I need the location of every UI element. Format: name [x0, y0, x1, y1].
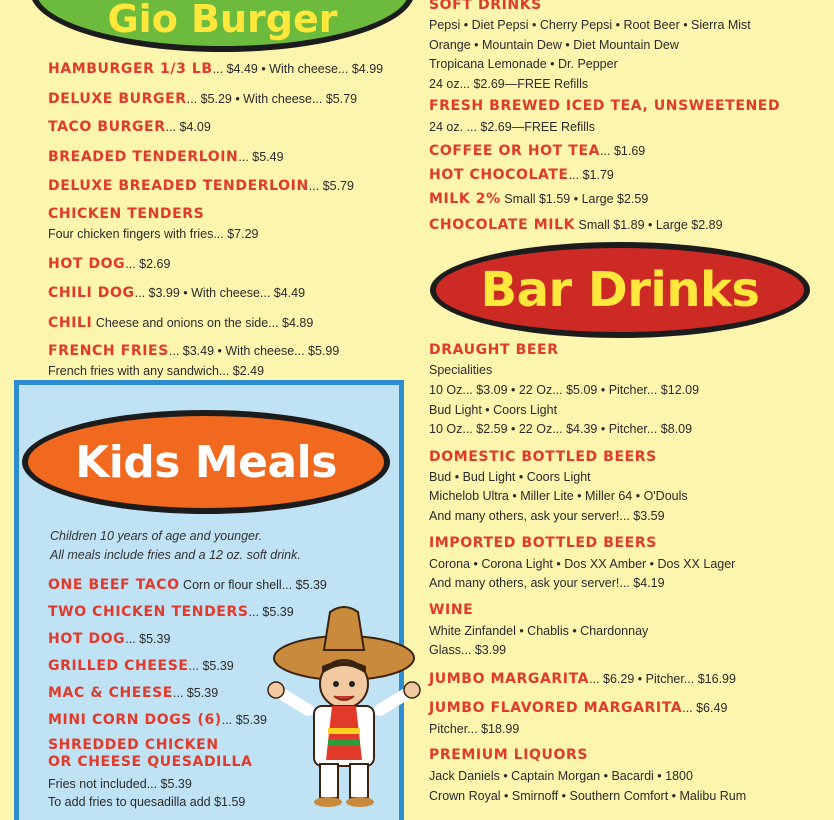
menu-item: DELUXE BREADED TENDERLOIN... $5.79 [48, 178, 354, 194]
bar-section-title: WINE [429, 602, 474, 618]
kids-item: HOT DOG... $5.39 [48, 631, 171, 647]
bar-section-line: Bud Light • Coors Light [429, 403, 558, 417]
bar-section-line: Specialities [429, 363, 493, 377]
menu-item: FRENCH FRIES... $3.49 • With cheese... $5.99 [48, 343, 340, 359]
kids-quesadilla-title: OR CHEESE QUESADILLA [48, 754, 253, 770]
kids-item: MAC & CHEESE... $5.39 [48, 685, 219, 701]
bar-section-line: Glass... $3.99 [429, 643, 507, 657]
bar-section-title: IMPORTED BOTTLED BEERS [429, 535, 657, 551]
menu-item: DELUXE BURGER... $5.29 • With cheese... $5.79 [48, 91, 358, 107]
soft-drinks-title: SOFT DRINKS [429, 0, 542, 13]
burger-banner [30, 0, 415, 52]
drink-item: CHOCOLATE MILK Small $1.89 • Large $2.89 [429, 217, 723, 233]
menu-item: HAMBURGER 1/3 LB... $4.49 • With cheese... $4.99 [48, 61, 384, 77]
menu-item: CHILI DOG... $3.99 • With cheese... $4.49 [48, 285, 306, 301]
menu-item-sub: Four chicken fingers with fries... $7.29 [48, 227, 259, 241]
bar-section-line: Bud • Bud Light • Coors Light [429, 470, 591, 484]
menu-item: BREADED TENDERLOIN... $5.49 [48, 149, 284, 165]
kids-quesadilla-title: SHREDDED CHICKEN [48, 737, 219, 753]
kids-note: All meals include fries and a 12 oz. soft drink. [50, 548, 301, 562]
kids-note: Children 10 years of age and younger. [50, 529, 263, 543]
menu-item-sub: French fries with any sandwich... $2.49 [48, 364, 265, 378]
bar-drinks-banner [430, 242, 810, 338]
kids-item: MINI CORN DOGS (6)... $5.39 [48, 712, 267, 728]
bar-section-line: Michelob Ultra • Miller Lite • Miller 64 • O'Douls [429, 489, 688, 503]
bar-section-line: Jack Daniels • Captain Morgan • Bacardi • 1800 [429, 769, 693, 783]
burger-banner-title: Gio Burger [107, 0, 338, 41]
kids-item: TWO CHICKEN TENDERS... $5.39 [48, 604, 294, 620]
bar-section-line: And many others, ask your server!... $4.19 [429, 576, 665, 590]
menu-item: TACO BURGER... $4.09 [48, 119, 211, 135]
kids-banner [22, 410, 390, 514]
bar-section-line: White Zinfandel • Chablis • Chardonnay [429, 624, 649, 638]
drink-item: FRESH BREWED ICED TEA, UNSWEETENED [429, 98, 781, 114]
soft-drinks-line: Orange • Mountain Dew • Diet Mountain Dew [429, 38, 679, 52]
bar-section-line: Pitcher... $18.99 [429, 722, 520, 736]
bar-drinks-banner-title: Bar Drinks [480, 262, 760, 318]
kids-item: GRILLED CHEESE... $5.39 [48, 658, 234, 674]
mascot-illustration [258, 600, 428, 808]
bar-section-line: Crown Royal • Smirnoff • Southern Comfort • Malibu Rum [429, 789, 747, 803]
bar-section-line: And many others, ask your server!... $3.59 [429, 509, 665, 523]
bar-section-line: 10 Oz... $2.59 • 22 Oz... $4.39 • Pitcher... $8.09 [429, 422, 693, 436]
menu-item: CHILI Cheese and onions on the side... $4.89 [48, 315, 314, 331]
kids-item: ONE BEEF TACO Corn or flour shell... $5.39 [48, 577, 327, 593]
bar-section-title: JUMBO MARGARITA... $6.29 • Pitcher... $16.99 [429, 671, 736, 687]
bar-section-title: DRAUGHT BEER [429, 342, 559, 358]
soft-drinks-line: Tropicana Lemonade • Dr. Pepper [429, 57, 618, 71]
soft-drinks-line: Pepsi • Diet Pepsi • Cherry Pepsi • Root Beer • Sierra Mist [429, 18, 751, 32]
kids-quesadilla-sub: Fries not included... $5.39 [48, 777, 192, 791]
menu-item: HOT DOG... $2.69 [48, 256, 171, 272]
bar-section-line: 10 Oz... $3.09 • 22 Oz... $5.09 • Pitcher... $12.09 [429, 383, 700, 397]
kids-quesadilla-sub: To add fries to quesadilla add $1.59 [48, 795, 246, 809]
kids-banner-title: Kids Meals [75, 436, 337, 488]
drink-item: MILK 2% Small $1.59 • Large $2.59 [429, 191, 649, 207]
bar-section-line: Corona • Corona Light • Dos XX Amber • Dos XX Lager [429, 557, 736, 571]
menu-item: CHICKEN TENDERS [48, 206, 205, 222]
drink-item: HOT CHOCOLATE... $1.79 [429, 167, 614, 183]
bar-section-title: DOMESTIC BOTTLED BEERS [429, 449, 657, 465]
drink-item: COFFEE OR HOT TEA... $1.69 [429, 143, 646, 159]
bar-section-title: PREMIUM LIQUORS [429, 747, 589, 763]
drink-item-sub: 24 oz. ... $2.69—FREE Refills [429, 120, 596, 134]
soft-drinks-line: 24 oz... $2.69—FREE Refills [429, 77, 589, 91]
bar-section-title: JUMBO FLAVORED MARGARITA... $6.49 [429, 700, 728, 716]
